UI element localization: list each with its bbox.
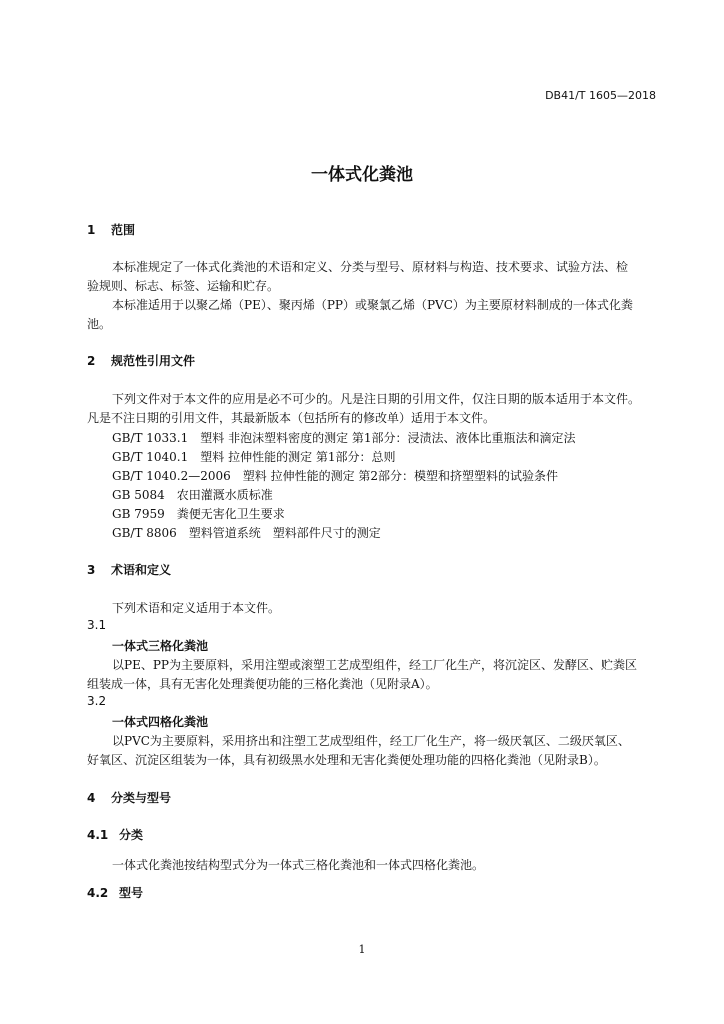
paragraph-line: 以PVC为主要原料，采用挤出和注塑工艺成型组件，经工厂化生产，将一级厌氧区、二级厌氧区、	[112, 734, 630, 748]
subsection-number: 4.1	[87, 828, 109, 842]
section-title: 术语和定义	[111, 563, 172, 577]
page-number: 1	[358, 943, 366, 956]
section-number: 1	[87, 223, 96, 237]
subsection-4-1-heading	[87, 826, 143, 843]
reference-item: GB/T 1040.2—2006 塑料 拉伸性能的测定 第2部分：模塑和挤塑塑料的试验条件	[112, 469, 559, 483]
paragraph-line: 一体式化粪池按结构型式分为一体式三格化粪池和一体式四格化粪池。	[112, 858, 485, 872]
paragraph-line: 组装成一体，具有无害化处理粪便功能的三格化粪池（见附录A）。	[87, 677, 438, 691]
reference-item: GB 5084 农田灌溉水质标准	[112, 488, 273, 502]
section-number: 2	[87, 354, 96, 368]
section-number: 4	[87, 791, 96, 805]
paragraph-line: 本标准适用于以聚乙烯（PE）、聚丙烯（PP）或聚氯乙烯（PVC）为主要原材料制成的一体式化粪	[112, 298, 633, 312]
paragraph-line: 好氧区、沉淀区组装为一体，具有初级黑水处理和无害化粪便处理功能的四格化粪池（见附录B）。	[87, 753, 606, 767]
section-title: 范围	[111, 223, 136, 237]
subsection-title: 分类	[119, 828, 144, 842]
term-name: 一体式三格化粪池	[112, 639, 209, 653]
reference-item: GB/T 8806 塑料管道系统 塑料部件尺寸的测定	[112, 526, 381, 540]
term-number: 3.1	[87, 618, 107, 632]
paragraph-line: 本标准规定了一体式化粪池的术语和定义、分类与型号、原材料与构造、技术要求、试验方法、检	[112, 260, 629, 274]
reference-item: GB/T 1033.1 塑料 非泡沫塑料密度的测定 第1部分：浸渍法、液体比重瓶法和滴定法	[112, 431, 576, 445]
paragraph-line: 凡是不注日期的引用文件，其最新版本（包括所有的修改单）适用于本文件。	[87, 411, 496, 425]
paragraph-line: 以PE、PP为主要原料，采用注塑或滚塑工艺成型组件，经工厂化生产，将沉淀区、发酵区、贮粪区	[112, 658, 637, 672]
paragraph-line: 池。	[87, 317, 112, 331]
paragraph-line: 验规则、标志、标签、运输和贮存。	[87, 279, 280, 293]
reference-item: GB/T 1040.1 塑料 拉伸性能的测定 第1部分：总则	[112, 450, 396, 464]
term-number: 3.2	[87, 694, 107, 708]
section-title: 分类与型号	[111, 791, 172, 805]
document-title: 一体式化粪池	[311, 165, 413, 185]
section-4-heading	[87, 789, 171, 806]
subsection-4-2-heading	[87, 884, 143, 901]
section-title: 规范性引用文件	[111, 354, 196, 368]
section-number: 3	[87, 563, 96, 577]
paragraph-line: 下列术语和定义适用于本文件。	[112, 601, 281, 615]
term-name: 一体式四格化粪池	[112, 715, 209, 729]
subsection-title: 型号	[119, 886, 144, 900]
section-2-heading	[87, 352, 195, 369]
section-1-heading	[87, 221, 135, 238]
subsection-number: 4.2	[87, 886, 109, 900]
reference-item: GB 7959 粪便无害化卫生要求	[112, 507, 285, 521]
paragraph-line: 下列文件对于本文件的应用是必不可少的。凡是注日期的引用文件，仅注日期的版本适用于本文件。	[112, 392, 641, 406]
standard-code: DB41/T 1605—2018	[545, 89, 656, 102]
section-3-heading	[87, 561, 171, 578]
